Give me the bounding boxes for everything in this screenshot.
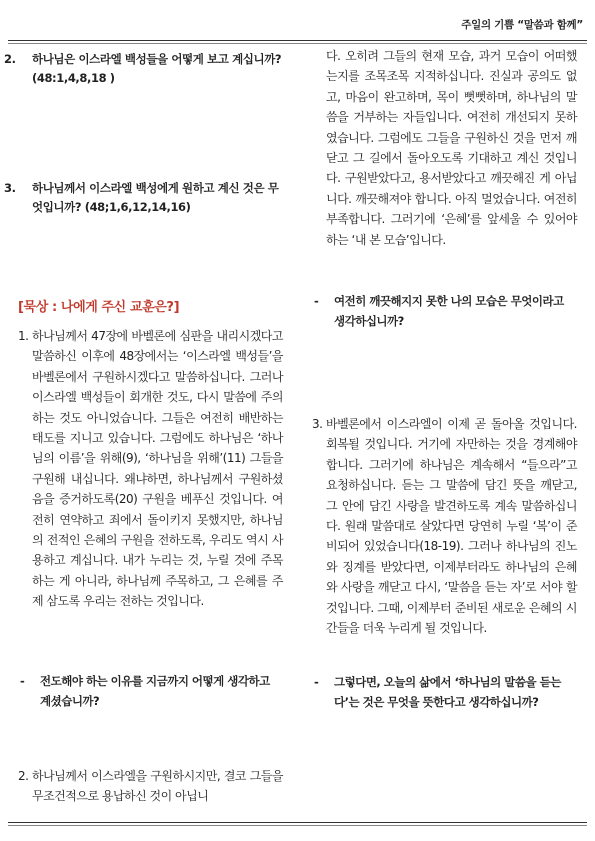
page-header: 주일의 기쁨 “말씀과 함께”: [461, 19, 583, 31]
reflection-question-1: - 전도해야 하는 이유를 지금까지 어떻게 생각하고 계셨습니까?: [20, 674, 270, 708]
header-rule-inner: [8, 43, 587, 44]
footer-rule: [8, 822, 587, 823]
meditation-paragraph-2-continued: 다. 오히려 그들의 현재 모습, 과거 모습이 어떠했는지를 조목조목 지적하십니다. 진실과 공의도 없고, 마음이 완고하며, 목이 뻣뻣하며, 하나님의 말씀을 거부하는 자들입니다. 여전히 개선되지 못하였습니다. 그럼에도 그들을 구원하신 것을 먼저 깨닫고 그 길에서 돌아오도록 기대하고 계신 것입니다. 구원받았다고, 용서받았다고 깨끗해진 게 아닙니다. 깨끗해져야 합니다. 아직 멀었습니다. 여전히 부족합니다. 그러기에 ‘은혜’를 앞세울 수 있어야 하는 ‘내 본 모습’입니다.: [326, 49, 577, 247]
meditation-heading: [묵상 : 나에게 주신 교훈은?]: [18, 300, 180, 315]
question-2: 2. 하나님은 이스라엘 백성들을 어떻게 보고 계십니까? (48:1,4,8,18 ): [4, 52, 282, 85]
question-3-text: 하나님께서 이스라엘 백성에게 원하고 계신 것은 무엇입니까? (48;1,6,12,14,16): [32, 181, 279, 214]
meditation-paragraph-1: 1. 하나님께서 47장에 바벨론에 심판을 내리시겠다고 말씀하신 이후에 48장에서는 ‘이스라엘 백성들’을 바벨론에서 구원하시겠다고 말씀하십니다. 그러나 이스라엘 백성들이 회개한 것도, 다시 말씀에 주의하는 것도 아니었습니다. 그들은 여전히 배반하는 태도를 지니고 있습니다. 그럼에도 하나님은 ‘하나님의 이름’을 위해(9), ‘하나님을 위해’(11) 그들을 구원해 내십니다. 왜냐하면, 하나님께서 구원하셨음을 증거하도록(20) 구원을 베푸신 것입니다. 여전히 연약하고 죄에서 돌이키지 못했지만, 하나님의 전적인 은혜의 구원을 전하도록, 우리도 역시 사용하고 계십니다. 내가 누리는 것, 누릴 것에 주목하는 게 아니라, 하나님께 주목하고, 그 은혜를 주제 삼도록 우리는 전하는 것입니다.: [18, 329, 283, 609]
question-2-text: 하나님은 이스라엘 백성들을 어떻게 보고 계십니까? (48:1,4,8,18 ): [32, 52, 282, 85]
meditation-paragraph-2: 2. 하나님께서 이스라엘을 구원하시지만, 결코 그들을 무조건적으로 용납하신 것이 아닙니: [18, 769, 283, 804]
reflection-question-3: - 그렇다면, 오늘의 삶에서 ‘하나님의 말씀을 듣는다’는 것은 무엇을 뜻한다고 생각하십니까?: [314, 675, 561, 709]
question-3: 3. 하나님께서 이스라엘 백성에게 원하고 계신 것은 무엇입니까? (48;1,6,12,14,16): [4, 181, 279, 214]
footer-rule-inner: [8, 825, 587, 826]
meditation-paragraph-3: 3. 바벨론에서 이스라엘이 이제 곧 돌아올 것입니다. 회복될 것입니다. 거기에 자만하는 것을 경계해야 합니다. 그러기에 하나님은 계속해서 “들으라”고 요청하십니다. 듣는 그 말씀에 담긴 뜻을 깨닫고, 그 안에 담긴 사랑을 발견하도록 계속 말씀하십니다. 원래 말씀대로 살았다면 당연히 누릴 ‘복’이 준비되어 있었습니다(18-19). 그러나 하나님의 진노와 징계를 받았다면, 이제부터라도 하나님의 은혜와 사랑을 깨닫고 다시, ‘말씀을 듣는 자’로 서야 할 것입니다. 그때, 이제부터 준비된 새로운 은혜의 시간들을 더욱 누리게 될 것입니다.: [312, 417, 577, 636]
reflection-question-2: - 여전히 깨끗해지지 못한 나의 모습은 무엇이라고 생각하십니까?: [314, 294, 564, 328]
header-rule: [8, 40, 587, 41]
